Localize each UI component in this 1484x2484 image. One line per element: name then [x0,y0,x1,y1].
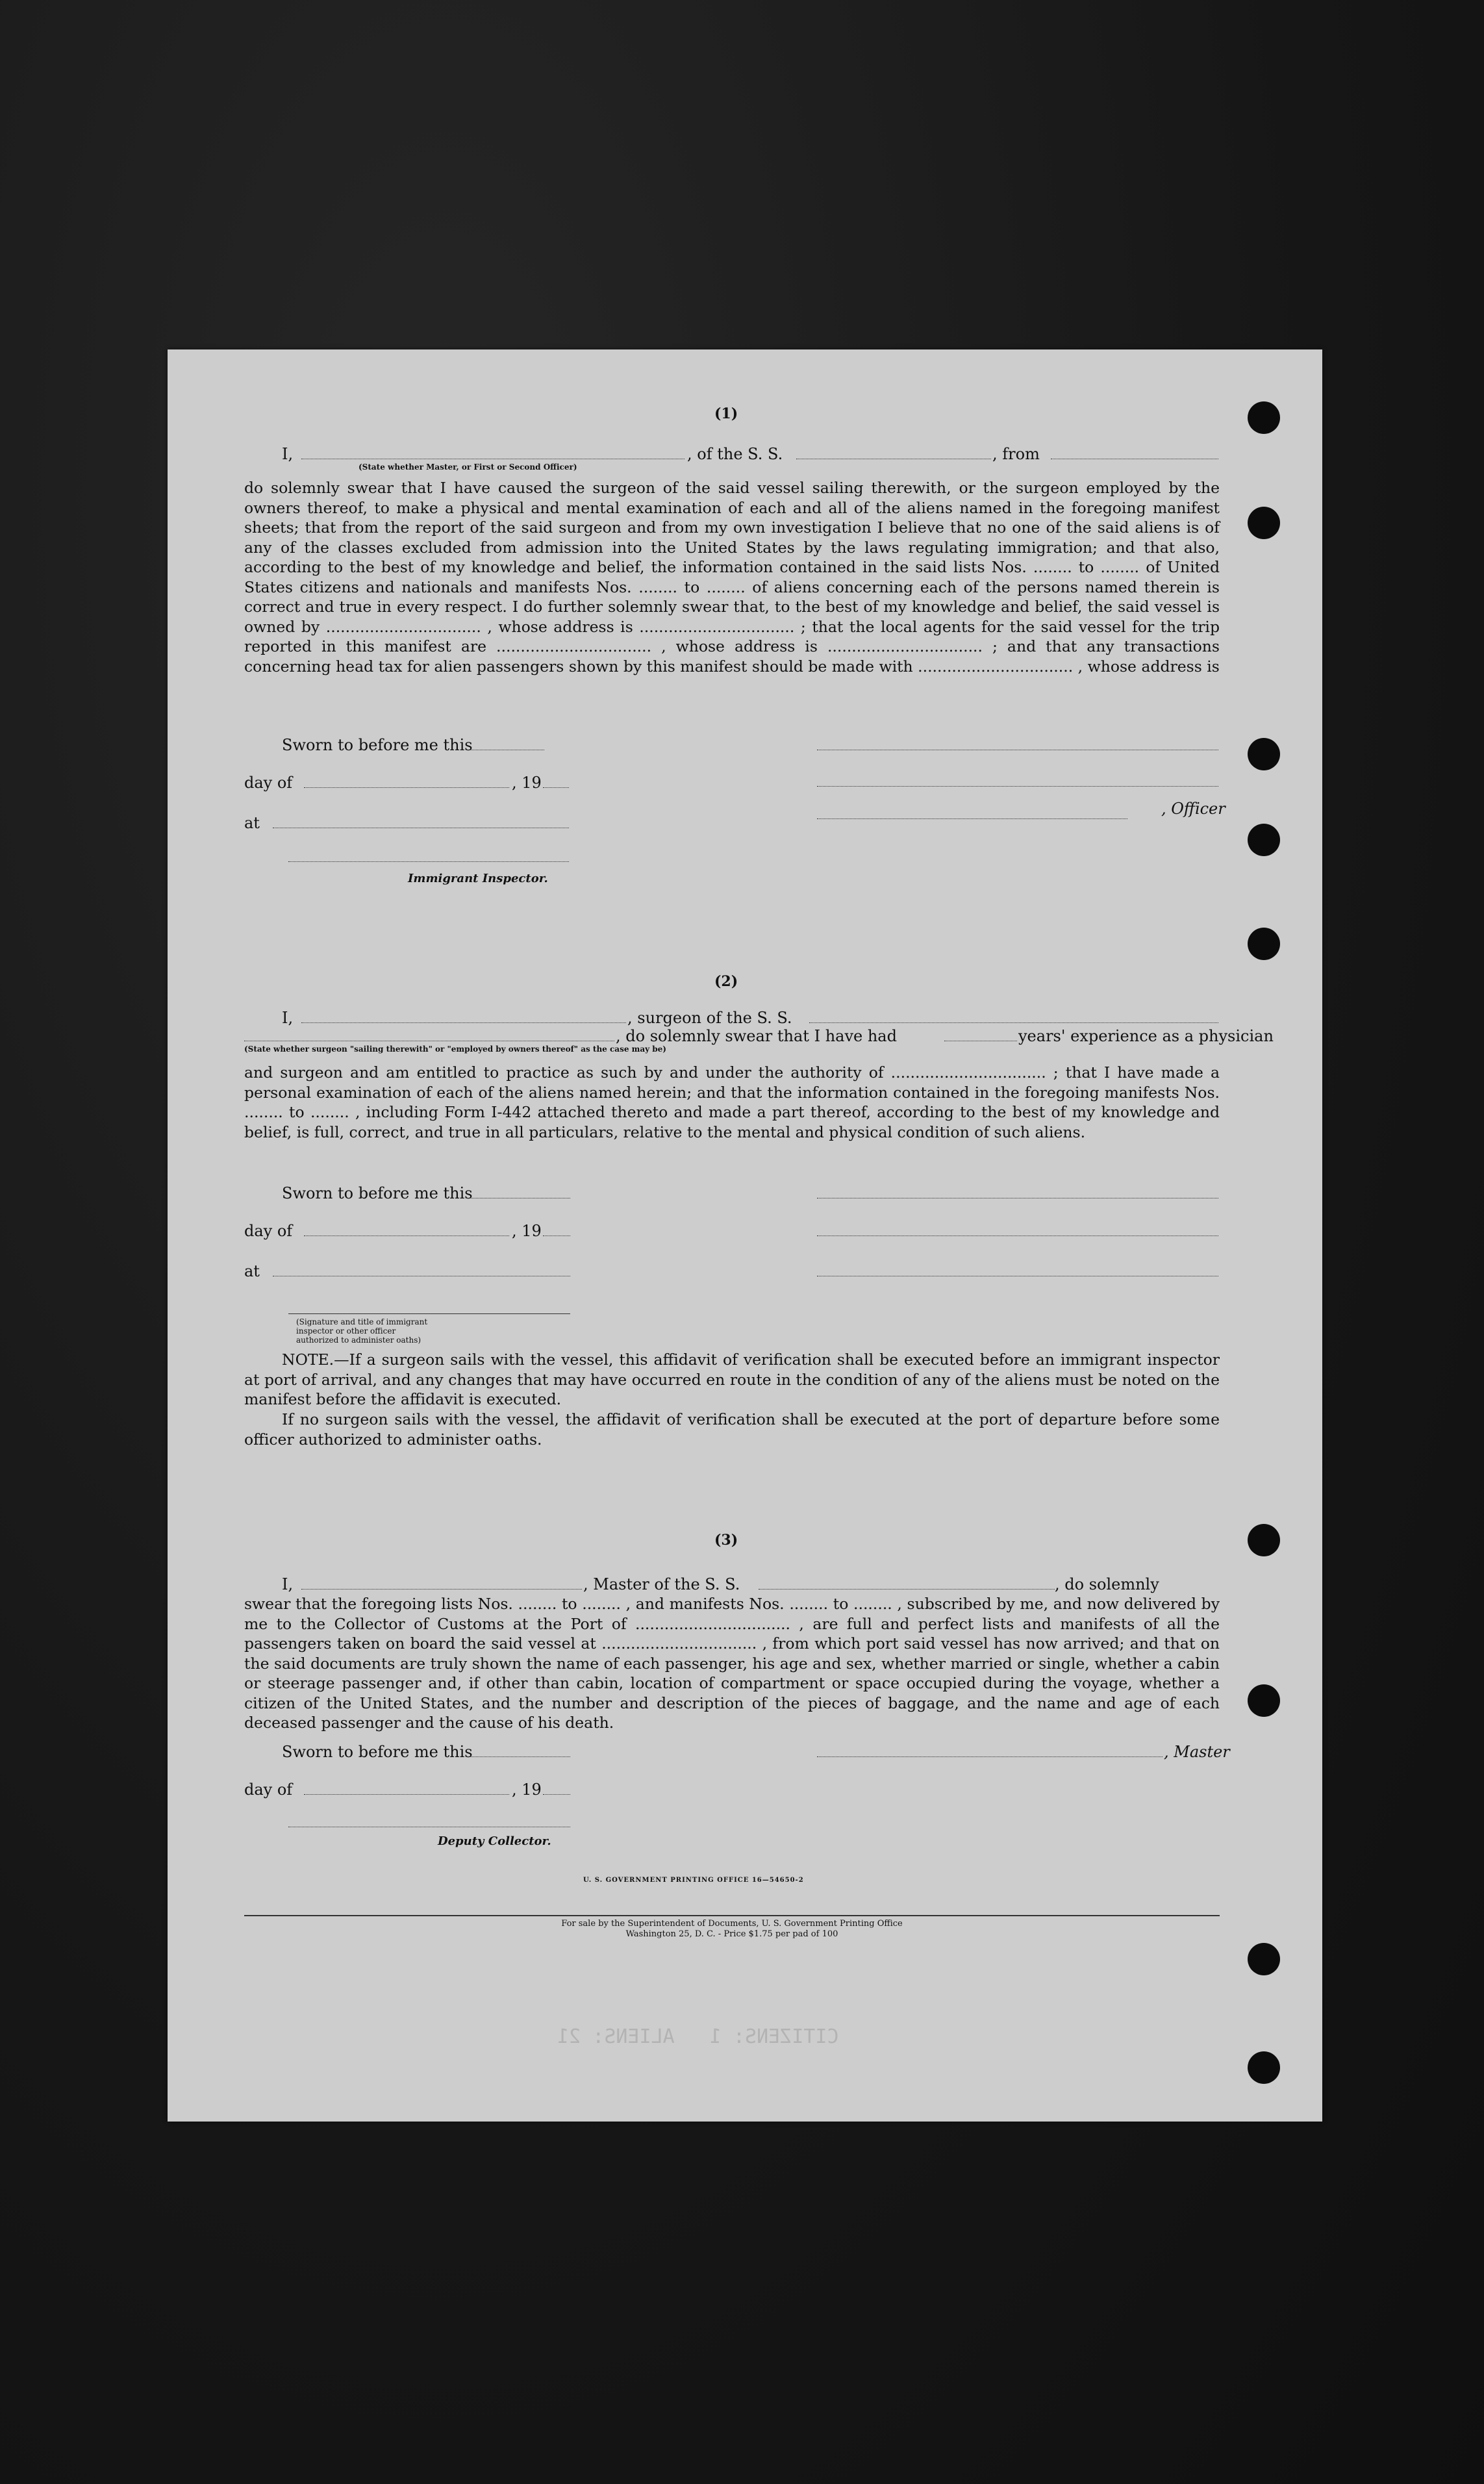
footer-line-2: Washington 25, D. C. - Price $1.75 per pad of 100 [625,1929,838,1939]
affidavit-label: I, [282,1575,294,1593]
from-label: , from [992,445,1040,463]
sworn-label: Sworn to before me this [282,1184,473,1202]
deputy-collector: Deputy Collector. [438,1834,551,1848]
section-number: (1) [714,405,738,422]
surgeon-of-label: , surgeon of the S. S. [627,1009,792,1027]
swear-label: , do solemnly swear that I have had [616,1027,897,1045]
section-number: (2) [714,973,738,990]
officer-sig-line-2 [817,786,1218,787]
year-blank [543,1794,570,1795]
form-page [168,349,1322,2122]
name-blank [301,1589,582,1590]
solemnly-label: , do solemnly [1055,1575,1159,1593]
name-blank [301,1022,626,1023]
punch-hole [1248,1524,1280,1556]
inspector-sig-line [288,1313,570,1314]
of-ss-label: , of the S. S. [687,445,783,463]
year-label: , 19 [512,774,542,792]
vessel-blank [809,1022,1218,1023]
sworn-blank [466,1756,570,1757]
day-blank [304,787,509,788]
sig-caption: (Signature and title of immigrant inspector or other officer authorized to administer oaths) [296,1317,428,1345]
at-label: at [244,814,260,832]
day-of-label: day of [244,1222,293,1240]
officer-sig-line-3 [817,818,1127,819]
punch-hole [1248,928,1280,960]
vessel-blank [759,1589,1055,1590]
punch-hole [1248,738,1280,770]
note-text: NOTE.—If a surgeon sails with the vessel, this affidavit of verification shall be executed before an immigrant inspector at port of arrival, and any changes that may have occurred en route in the condition of any of the aliens must be noted on the manifest before the affidavit is executed. [244,1350,1220,1408]
years-label: years' experience as a physician [1018,1027,1274,1045]
inspector-line [288,861,569,862]
day-of-label: day of [244,774,293,792]
punch-hole [1248,1943,1280,1975]
affidavit-text: and surgeon and am entitled to practice as such by and under the authority of ................................ ; that I have made a personal examination of each of the aliens named herein; and that the information contained in the foregoing manifests Nos. ........ to ........ , including Form I-442 attached thereto and made a part thereof, according to the best of my knowledge and belief, is full, correct, and true in all particulars, relative to the mental and physical condition of such aliens. [244,1063,1220,1141]
officer-label: , Officer [1161,800,1226,818]
day-blank [304,1794,509,1795]
master-sig-line [817,1756,1163,1757]
affidavit-label: I, [282,445,294,463]
master-of-label: , Master of the S. S. [583,1575,740,1593]
footer-rule [244,1915,1220,1916]
state-caption: (State whether surgeon "sailing therewith" or "employed by owners thereof" as the case may be) [244,1045,666,1054]
note2-text: If no surgeon sails with the vessel, the affidavit of verification shall be executed at the port of departure before some officer authorized to administer oaths. [244,1410,1220,1449]
affidavit-text: swear that the foregoing lists Nos. ........ to ........ , and manifests Nos. ........ to ........ , subscribed by me, and now delivered by me to the Collector of Customs at the Port of ................................ , are full and perfect lists and manifests of all the passengers taken on board the said vessel at ................................ , from which port said vessel has now arrived; and that on the said documents are truly shown the name of each passenger, his age and sex, whether married or single, whether a cabin or steerage passenger and, if other than cabin, location of compartment or space occupied during the voyage, whether a citizen of the United States, and the number and description of the pieces of baggage, and the name and age of each deceased passenger and the cause of his death. [244,1595,1220,1732]
sworn-label: Sworn to before me this [282,736,473,754]
state-caption: (State whether Master, or First or Second Officer) [358,463,577,472]
section-number: (3) [714,1532,738,1549]
sworn-label: Sworn to before me this [282,1743,473,1761]
punch-hole [1248,507,1280,539]
punch-hole [1248,401,1280,434]
day-of-label: day of [244,1781,293,1799]
master-label: , Master [1164,1743,1230,1761]
punch-hole [1248,2051,1280,2084]
at-label: at [244,1262,260,1280]
affidavit-text: do solemnly swear that I have caused the surgeon of the said vessel sailing therewith, or the surgeon employed by the owners thereof, to make a physical and mental examination of each and all of the aliens named in the foregoing manifest sheets; that from the report of the said surgeon and from my own investigation I believe that no one of the said aliens is of any of the classes excluded from admission into the United States by the laws regulating immigration; and that also, according to the best of my knowledge and belief, the information contained in the said lists Nos. ........ to ........ of United States citizens and nationals and manifests Nos. ........ to ........ of aliens concerning each of the persons named therein is correct and true in every respect. I do further solemnly swear that, to the best of my knowledge and belief, the said vessel is owned by ................................ , whose address is ................................ ; that the local agents for the said vessel for the trip reported in this manifest are ................................ , whose address is ................................ ; and that any transactions concerning head tax for alien passengers shown by this manifest should be made with ................................ , whose address is [244,479,1220,676]
punch-hole [1248,1684,1280,1717]
footer-line-1: For sale by the Superintendent of Documents, U. S. Government Printing Office [561,1919,903,1929]
punch-hole [1248,824,1280,856]
year-label: , 19 [512,1781,542,1799]
immigrant-inspector: Immigrant Inspector. [408,872,548,885]
bleed-through-text: CITIZENS: 1 ALIENS: 21 [557,2025,839,2048]
affidavit-label: I, [282,1009,294,1027]
year-blank [543,787,569,788]
printing-office: U. S. GOVERNMENT PRINTING OFFICE 16—54650-2 [583,1877,804,1884]
year-label: , 19 [512,1222,542,1240]
